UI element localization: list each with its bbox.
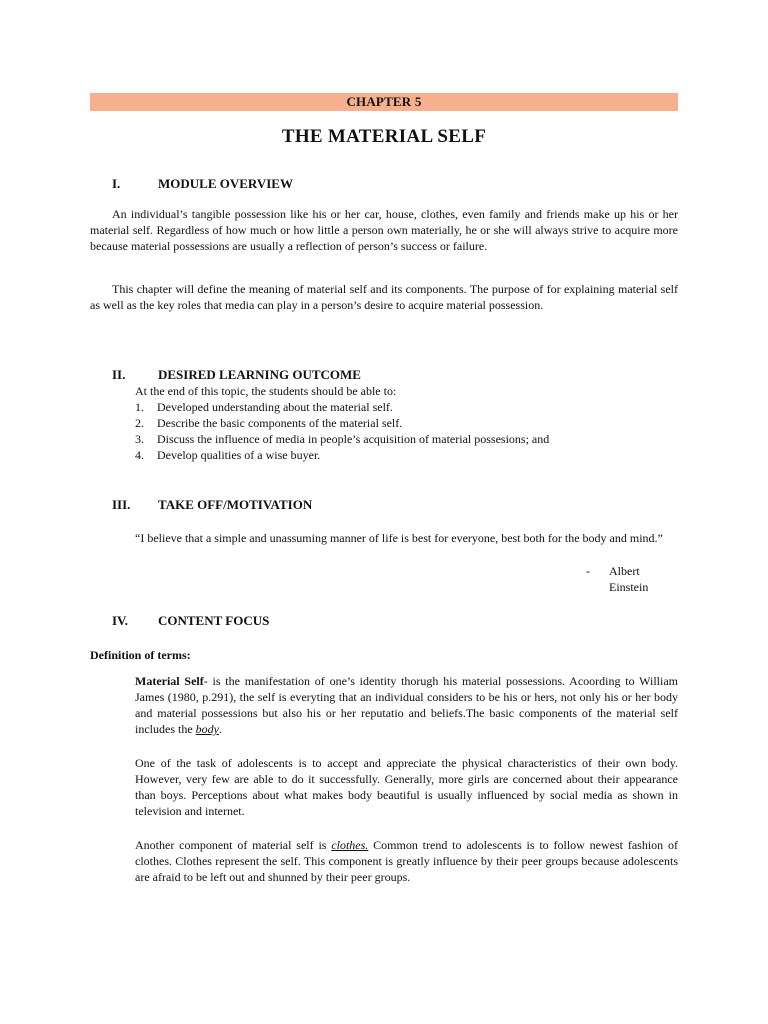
- quote-author: Albert Einstein: [609, 564, 649, 594]
- section-number: II.: [112, 367, 126, 382]
- body-paragraph: One of the task of adolescents is to accept and appreciate the physical characteristics of their own body. However, very few are able to do it successfully. Generally, more girls are concerned about their appearance than boys. Perceptions about what makes body beautiful is usually influenced by social media as shown in television and internet.: [135, 756, 678, 818]
- section-title: CONTENT FOCUS: [158, 613, 270, 628]
- body-term: body: [195, 722, 219, 736]
- page-title: THE MATERIAL SELF: [281, 126, 487, 147]
- chapter-label: CHAPTER 5: [90, 93, 678, 111]
- section-title: MODULE OVERVIEW: [158, 176, 293, 191]
- overview-paragraph-1: An individual’s tangible possession like his or her car, house, clothes, even family and friends make up his or her material self. Regardless of how much or how little a person own materially, he or she will always strive to acquire more because material possessions are usually a reflection of person’s success or failure.: [90, 207, 678, 253]
- overview-paragraph-2: This chapter will define the meaning of material self and its components. The purpose of for explaining material self as well as the key roles that media can play in a person’s desire to acquire material possession.: [90, 282, 678, 312]
- section-number: III.: [112, 497, 131, 512]
- list-item: 3. Discuss the influence of media in people’s acquisition of material possesions; and: [135, 432, 550, 446]
- outcome-intro: At the end of this topic, the students should be able to:: [135, 384, 397, 398]
- outcome-list: [135, 399, 678, 463]
- section-heading-outcome: [112, 367, 361, 383]
- section-title: TAKE OFF/MOTIVATION: [158, 497, 313, 512]
- clothes-term: clothes.: [331, 838, 369, 852]
- list-item: 1. Developed understanding about the material self.: [135, 400, 393, 414]
- definition-heading: Definition of terms:: [90, 648, 191, 662]
- clothes-paragraph: Another component of material self is clothes. Common trend to adolescents is to follow newest fashion of clothes. Clothes represent the self. This component is greatly influence by their peer groups because adolescents are afraid to be left out and shunned by their peer groups.: [135, 838, 678, 884]
- section-heading-motivation: [112, 497, 312, 513]
- term-label: Material Self: [135, 674, 204, 688]
- section-heading-overview: [112, 176, 293, 192]
- einstein-quote: “I believe that a simple and unassuming manner of life is best for everyone, best both for the body and mind.”: [135, 531, 663, 545]
- section-title: DESIRED LEARNING OUTCOME: [158, 367, 361, 382]
- section-number: I.: [112, 176, 121, 191]
- section-heading-content: [112, 613, 269, 629]
- list-item: 2. Describe the basic components of the material self.: [135, 416, 403, 430]
- section-number: IV.: [112, 613, 129, 628]
- material-self-definition: Material Self- is the manifestation of one’s identity thorugh his material possessions. Acoording to William James (1980, p.291), the self is everyting that an individual considers to be his or hers, not only his or her body and material possessions but also his or her reputatio and beliefs.The basic components of the material self includes the body.: [135, 674, 678, 736]
- list-item: 4. Develop qualities of a wise buyer.: [135, 448, 321, 462]
